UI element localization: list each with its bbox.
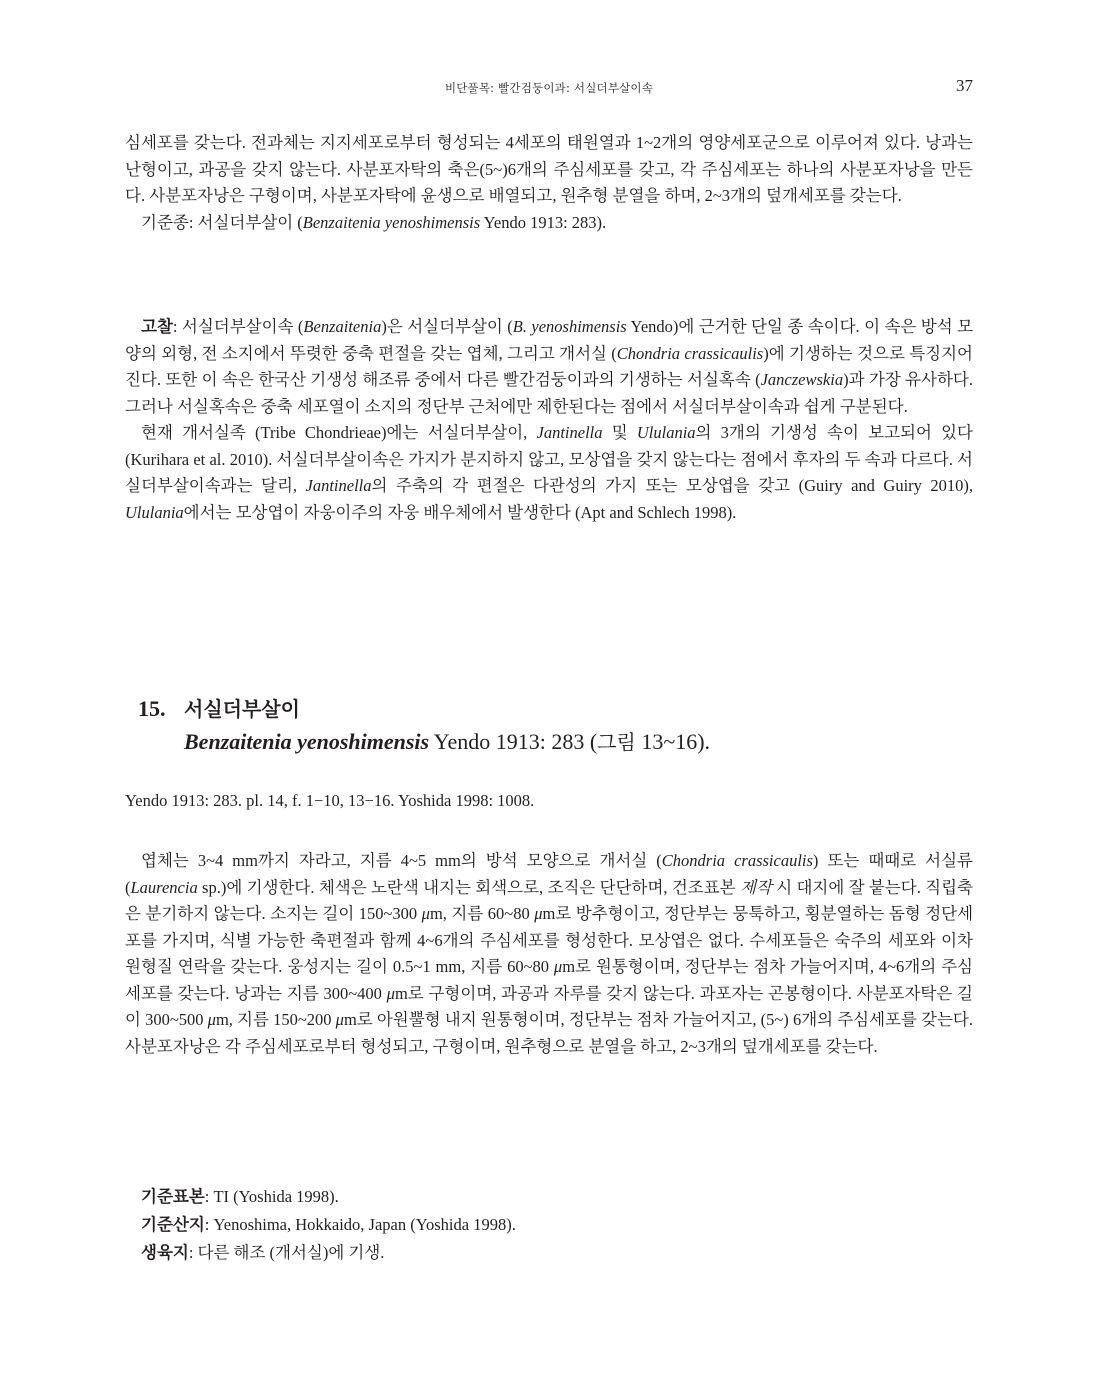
detail-value: : TI (Yoshida 1998).: [204, 1187, 339, 1206]
italic-text-run: μ: [534, 904, 543, 923]
italic-text-run: μ: [421, 904, 430, 923]
text-run: m, 지름 150~200: [215, 1010, 336, 1029]
genus-description: [125, 130, 973, 236]
text-run: m로 아원뿔형 내지 원통형이며, 정단부는 점차 가늘어지고, (5~) 6개의 주심세포를 갖는다. 사분포자낭은 각 주심세포로부터 형성되고, 구형이며, 원추형으로 분열을 하고, 2~3개의 덮개세포를 갖는다.: [125, 1010, 973, 1056]
species-references: [125, 788, 973, 815]
species-scientific-name: Benzaitenia yenoshimensis: [184, 729, 430, 754]
type-species-suffix: Yendo 1913: 283).: [480, 212, 607, 232]
description-text: [125, 851, 973, 1056]
detail-label: 생육지: [141, 1243, 189, 1262]
detail-label: 기준산지: [141, 1215, 205, 1234]
genus-description-paragraph: 심세포를 갖는다. 전과체는 지지세포로부터 형성되는 4세포의 태원열과 1~2개의 영양세포군으로 이루어져 있다. 낭과는 난형이고, 과공을 갖지 않는다. 사분포자탁의 축은(5~)6개의 주심세포를 갖고, 각 주심세포는 하나의 사분포자낭을 만든다. 사분포자낭은 구형이며, 사분포자탁에 윤생으로 배열되고, 원추형 분열을 하며, 2~3개의 덮개세포를 갖는다.: [125, 133, 973, 205]
italic-text-run: μ: [386, 983, 395, 1003]
text-run: 의 3개의 기생성 속이 보고되어 있다 (Kurihara et al. 2010). 서실더부살이속은 가지가 분지하지 않고, 모상엽을 갖지 않는다는 점에서 후자의 두 속과 다르다. 서실더부살이속과는 달리,: [125, 423, 973, 495]
italic-text-run: μ: [335, 1010, 344, 1029]
italic-text-run: Ululania: [636, 423, 696, 442]
text-run: Yendo)에 근거한 단일 종 속이다. 이 속은 방석 모양의 외형, 전 소지에서 뚜렷한 중축 편절을 갖는 엽체, 그리고 개서실 (: [125, 317, 974, 363]
text-run: )에 기생하는 것으로 특징지어진다. 또한 이 속은 한국산 기생성 해조류 중에서 다른 빨간검둥이과의 기생하는 서실혹속 (: [125, 343, 973, 389]
text-run: )과 가장 유사하다. 그러나 서실혹속은 중축 세포열이 소지의 정단부 근처에만 제한된다는 점에서 서실더부살이속과 쉽게 구분된다.: [125, 370, 973, 416]
italic-text-run: B. yenoshimensis: [512, 317, 627, 336]
running-header: [125, 76, 973, 98]
detail-type-specimen: [125, 1183, 973, 1211]
text-run: m로 원통형이며, 정단부는 점차 가늘어지며, 4~6개의 주심세포를 갖는다. 낭과는 지름 300~400: [125, 957, 973, 1003]
italic-text-run: Benzaitenia: [303, 317, 382, 336]
text-run: 엽체는 3~4 mm까지 자라고, 지름 4~5 mm의 방석 모양으로 개서실 (: [141, 851, 662, 870]
detail-label: 기준표본: [141, 1187, 205, 1206]
species-figure-ref: 그림: [597, 730, 636, 754]
description-paragraph: [125, 848, 973, 1060]
text-run: sp.)에 기생한다. 체색은 노란색 내지는 회색으로, 조직은 단단하며, 건조표본: [197, 877, 740, 897]
running-title: 비단풀목: 빨간검둥이과: 서실더부살이속: [444, 81, 654, 95]
italic-text-run: Chondria crassicaulis: [661, 851, 813, 870]
italic-text-run: μ: [553, 957, 563, 976]
text-run: m로 구형이며, 과공과 자루를 갖지 않는다. 과포자는 곤봉형이다. 사분포자탁은 길이 300~500: [125, 983, 973, 1029]
text-run: 현재 개서실족 (Tribe Chondrieae)에는 서실더부살이,: [141, 423, 537, 442]
italic-text-run: Jantinella: [536, 423, 603, 442]
remarks-paragraph-1-text: [125, 317, 973, 416]
references-line: Yendo 1913: 283. pl. 14, f. 1−10, 13−16. Yoshida 1998: 1008.: [125, 791, 535, 810]
species-scientific-line: [138, 724, 978, 760]
italic-text-run: Ululania: [125, 502, 184, 522]
italic-text-run: Chondria crassicaulis: [616, 343, 764, 363]
text-run: : 서실더부살이속 (: [172, 317, 304, 336]
text-run: 의 주축의 각 편절은 다관성의 가지 또는 모상엽을 갖고 (Guiry and Guiry 2010),: [371, 476, 974, 495]
page-number: 37: [956, 76, 973, 95]
remarks-section: [125, 314, 973, 526]
type-species-scientific-name: Benzaitenia yenoshimensis: [302, 212, 481, 232]
remarks-paragraph-1: [125, 314, 973, 420]
text-run: ) 또는 때때로 서실류 (: [125, 851, 973, 897]
species-details: [125, 1183, 973, 1267]
detail-habitat: [125, 1239, 973, 1267]
type-species-line: [125, 210, 973, 237]
detail-type-locality: [125, 1211, 973, 1239]
species-authority: Yendo 1913: 283 (: [429, 729, 598, 754]
species-number-line: [138, 694, 978, 724]
remarks-paragraph-2-text: [125, 423, 973, 522]
italic-text-run: Janczewskia: [760, 370, 844, 389]
species-figure-numbers: 13~16).: [635, 729, 711, 754]
species-heading: [138, 694, 978, 760]
italic-text-run: Jantinella: [305, 476, 372, 495]
species-korean-name: 서실더부살이: [184, 697, 300, 721]
species-description: [125, 848, 973, 1060]
italic-text-run: μ: [207, 1010, 216, 1029]
italic-text-run: 제작: [739, 877, 772, 897]
text-run: 및: [602, 423, 637, 442]
detail-value: : Yenoshima, Hokkaido, Japan (Yoshida 1998).: [204, 1215, 516, 1234]
text-run: m, 지름 60~80: [429, 904, 535, 923]
text-run: 시 대지에 잘 붙는다. 직립축은 분기하지 않는다. 소지는 길이 150~300: [125, 877, 973, 923]
text-run: )은 서실더부살이 (: [381, 317, 513, 336]
text-run: m로 방추형이고, 정단부는 뭉툭하고, 횡분열하는 돔형 정단세포를 가지며, 식별 가능한 축편절과 함께 4~6개의 주심세포를 형성한다. 모상엽은 없다. 수세포들은 숙주의 세포와 이차 원형질 연락을 갖는다. 웅성지는 길이 0.5~1 mm, 지름 60~80: [125, 904, 974, 976]
detail-value: : 다른 해조 (개서실)에 기생.: [188, 1243, 385, 1262]
remarks-paragraph-2: [125, 420, 973, 526]
type-species-prefix: 기준종: 서실더부살이 (: [141, 212, 303, 232]
species-number: 15.: [138, 696, 166, 721]
italic-text-run: Laurencia: [130, 877, 198, 897]
text-run: 에서는 모상엽이 자웅이주의 자웅 배우체에서 발생한다 (Apt and Schlech 1998).: [183, 502, 737, 522]
remarks-label: 고찰: [141, 317, 173, 336]
